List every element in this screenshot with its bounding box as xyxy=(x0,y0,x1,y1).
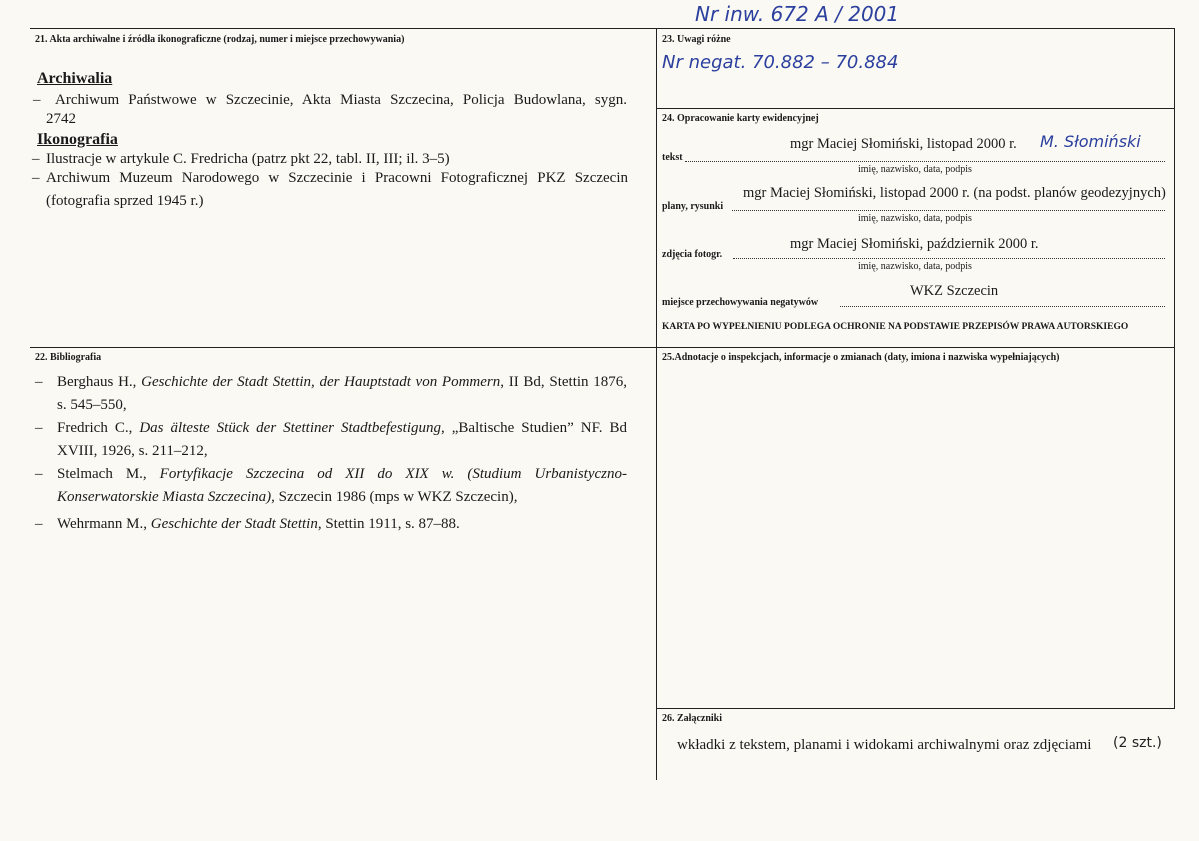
archiwalia-item-continuation: 2742 xyxy=(46,111,76,127)
copyright-note: KARTA PO WYPEŁNIENIU PODLEGA OCHRONIE NA PODSTAWIE PRZEPISÓW PRAWA AUTORSKIEGO xyxy=(662,322,1129,332)
frame-top-rule xyxy=(30,28,1175,29)
section-26-title: 26. Załączniki xyxy=(662,713,723,724)
inventory-note: Nr inw. 672 A / 2001 xyxy=(695,2,900,26)
right-divider-25-26 xyxy=(656,708,1175,709)
zdjecia-label: zdjęcia fotogr. xyxy=(662,249,723,260)
tekst-value: mgr Maciej Słomiński, listopad 2000 r. xyxy=(790,136,1017,152)
ikonografia-item: – Ilustracje w artykule C. Fredricha (patrz pkt 22, tabl. II, III; il. 3–5) xyxy=(32,151,450,167)
archiwalia-heading: Archiwalia xyxy=(37,70,113,87)
section-22-title: 22. Bibliografia xyxy=(35,352,102,363)
attachments-count: (2 szt.) xyxy=(1113,735,1162,751)
plany-caption: imię, nazwisko, data, podpis xyxy=(858,213,972,224)
tekst-dotted-line xyxy=(685,161,1165,162)
plany-value: mgr Maciej Słomiński, listopad 2000 r. (na podst. planów geodezyjnych) xyxy=(743,185,1166,201)
plany-dotted-line xyxy=(732,210,1165,211)
section-21-title: 21. Akta archiwalne i źródła ikonograficzne (rodzaj, numer i miejsce przechowywania) xyxy=(35,34,405,45)
frame-right-rule xyxy=(1174,28,1175,708)
tekst-label: tekst xyxy=(662,152,683,163)
bibliography-entry: – Fredrich C., Das älteste Stück der Stettiner Stadtbefestigung, „Baltische Studien” NF. Bd XVIII, 1926, s. 211–212, xyxy=(35,420,627,459)
section-24-title: 24. Opracowanie karty ewidencyjnej xyxy=(662,113,819,124)
bibliography-entry: – Berghaus H., Geschichte der Stadt Stettin, der Hauptstadt von Pommern, II Bd, Stettin 1876, s. 545–550, xyxy=(35,374,627,413)
bibliography-entry: – Stelmach M., Fortyfikacje Szczecina od XII do XIX w. (Studium Urbanistyczno-Konserwatorskie Miasta Szczecina), Szczecin 1986 (mps w WKZ Szczecin), xyxy=(35,466,628,505)
negatywy-dotted-line xyxy=(840,306,1165,307)
tekst-signature: M. Słomiński xyxy=(1040,132,1141,151)
section-23-title: 23. Uwagi różne xyxy=(662,34,731,45)
attachments-content: wkładki z tekstem, planami i widokami archiwalnymi oraz zdjęciami xyxy=(677,737,1092,753)
negatywy-label: miejsce przechowywania negatywów xyxy=(662,297,819,308)
zdjecia-caption: imię, nazwisko, data, podpis xyxy=(858,261,972,272)
zdjecia-value: mgr Maciej Słomiński, październik 2000 r. xyxy=(790,236,1039,252)
ikonografia-heading: Ikonografia xyxy=(37,131,118,148)
archiwalia-item: – Archiwum Państwowe w Szczecinie, Akta Miasta Szczecina, Policja Budowlana, sygn. xyxy=(33,92,627,108)
section-25-title: 25.Adnotacje o inspekcjach, informacje o zmianach (daty, imiona i nazwiska wypełniających) xyxy=(662,352,1060,363)
negative-numbers-note: Nr negat. 70.882 – 70.884 xyxy=(662,52,899,73)
negatywy-value: WKZ Szczecin xyxy=(910,283,999,299)
plany-label: plany, rysunki xyxy=(662,201,724,212)
bibliography-entry: – Wehrmann M., Geschichte der Stadt Stettin, Stettin 1911, s. 87–88. xyxy=(35,516,460,532)
ikonografia-item: – Archiwum Muzeum Narodowego w Szczecinie i Pracowni Fotograficznej PKZ Szczecin (fotografia sprzed 1945 r.) xyxy=(32,170,628,209)
right-divider-23-24 xyxy=(656,108,1175,109)
column-divider xyxy=(656,28,657,780)
tekst-caption: imię, nazwisko, data, podpis xyxy=(858,164,972,175)
zdjecia-dotted-line xyxy=(733,258,1165,259)
right-divider-24-25 xyxy=(656,347,1175,348)
left-section-divider xyxy=(30,347,657,348)
